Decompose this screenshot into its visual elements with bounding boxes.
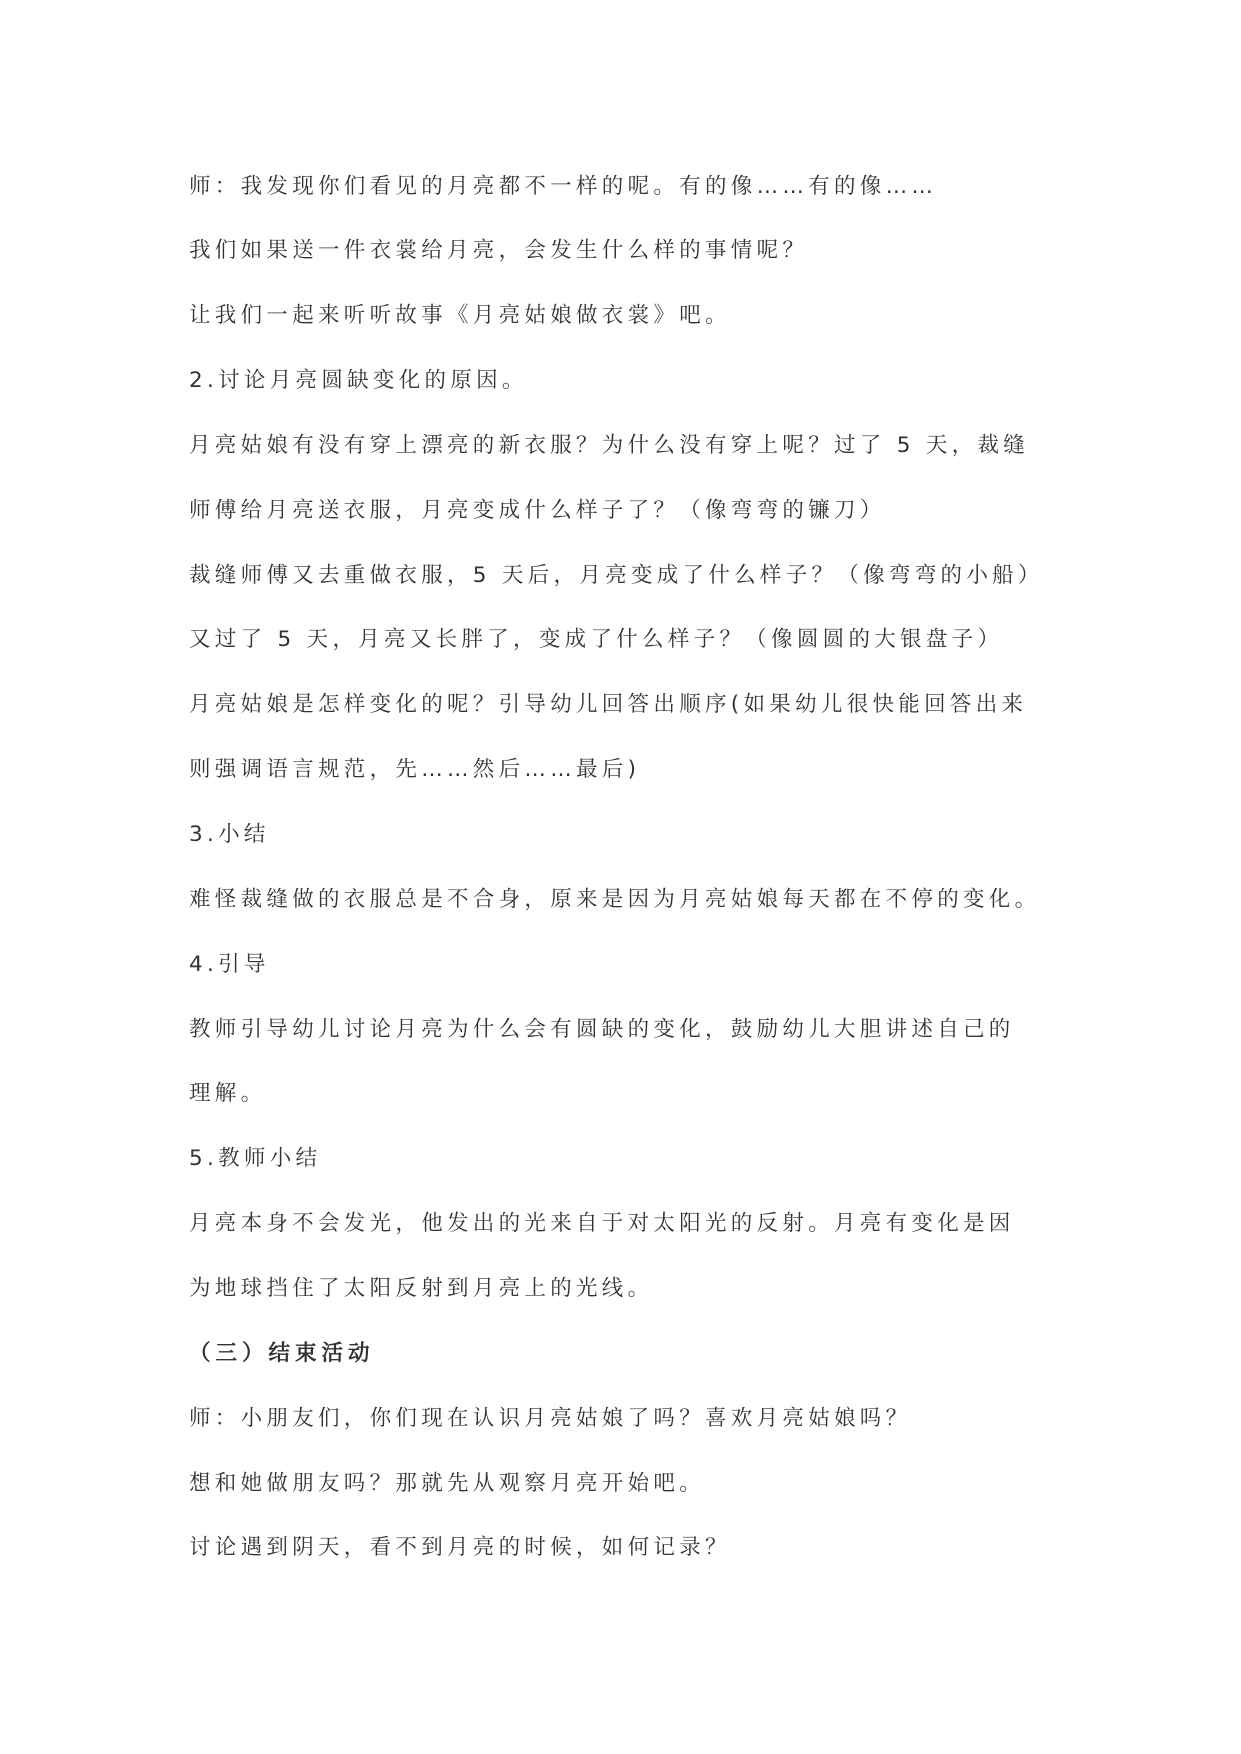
paragraph-guide-line-1: 教师引导幼儿讨论月亮为什么会有圆缺的变化，鼓励幼儿大胆讲述自己的	[189, 1017, 1015, 1042]
paragraph-closing-invite: 想和她做朋友吗？那就先从观察月亮开始吧。	[189, 1471, 706, 1496]
paragraph-question-clothes: 我们如果送一件衣裳给月亮，会发生什么样的事情呢？	[189, 238, 809, 263]
section-heading-end-activity: （三）结束活动	[189, 1341, 375, 1366]
paragraph-guide-line-2: 理解。	[189, 1081, 267, 1106]
paragraph-teacher-summary-line-1: 月亮本身不会发光，他发出的光来自于对太阳光的反射。月亮有变化是因	[189, 1211, 1015, 1236]
paragraph-summary: 难怪裁缝做的衣服总是不合身，原来是因为月亮姑娘每天都在不停的变化。	[189, 887, 1041, 912]
paragraph-closing-discussion: 讨论遇到阴天，看不到月亮的时候，如何记录？	[189, 1535, 731, 1560]
paragraph-discussion-line-3: 裁缝师傅又去重做衣服，5 天后，月亮变成了什么样子？（像弯弯的小船）	[189, 563, 1044, 588]
paragraph-discussion-line-1: 月亮姑娘有没有穿上漂亮的新衣服？为什么没有穿上呢？过了 5 天，裁缝	[189, 433, 1030, 458]
paragraph-teacher-summary-line-2: 为地球挡住了太阳反射到月亮上的光线。	[189, 1276, 654, 1301]
paragraph-teacher-observation: 师：我发现你们看见的月亮都不一样的呢。有的像……有的像……	[189, 174, 938, 199]
paragraph-discussion-line-2: 师傅给月亮送衣服，月亮变成什么样子了？（像弯弯的镰刀）	[189, 498, 886, 523]
section-heading-3: 3.小结	[189, 822, 270, 847]
section-heading-5: 5.教师小结	[189, 1146, 322, 1171]
paragraph-discussion-line-5: 月亮姑娘是怎样变化的呢？引导幼儿回答出顺序(如果幼儿很快能回答出来	[189, 692, 1028, 717]
paragraph-closing-question: 师：小朋友们，你们现在认识月亮姑娘了吗？喜欢月亮姑娘吗？	[189, 1406, 912, 1431]
paragraph-story-intro: 让我们一起来听听故事《月亮姑娘做衣裳》吧。	[189, 303, 731, 328]
paragraph-discussion-line-4: 又过了 5 天，月亮又长胖了，变成了什么样子？（像圆圆的大银盘子）	[189, 627, 1004, 652]
paragraph-discussion-line-6: 则强调语言规范，先……然后……最后)	[189, 757, 641, 782]
section-heading-4: 4.引导	[189, 952, 270, 977]
section-heading-2: 2.讨论月亮圆缺变化的原因。	[189, 368, 528, 393]
